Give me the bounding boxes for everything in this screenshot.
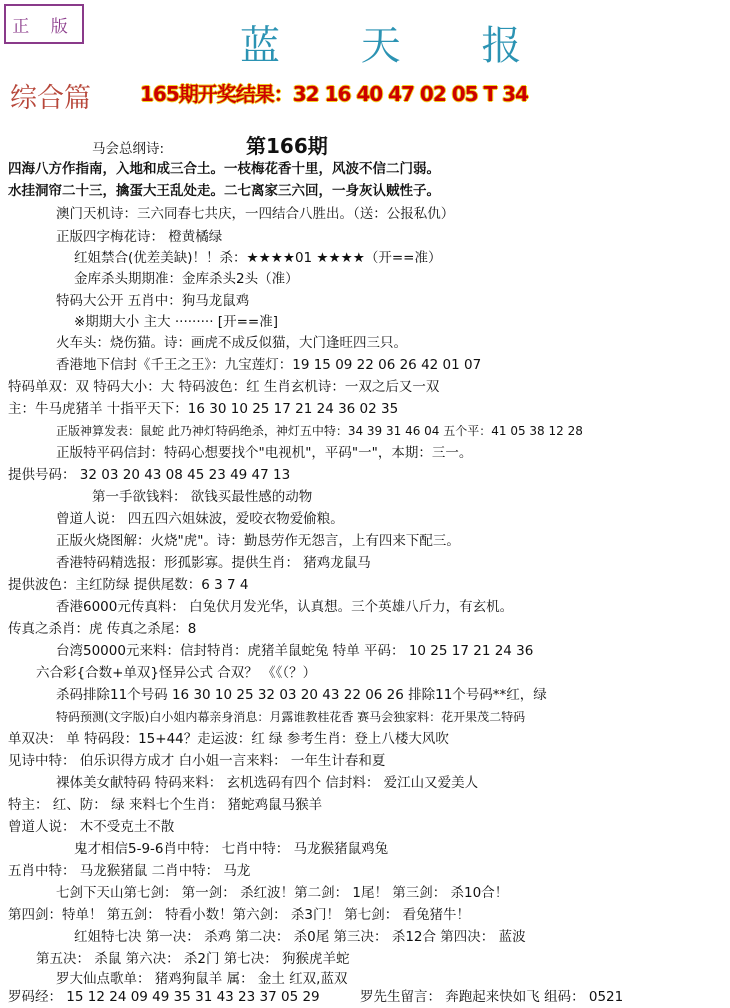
genuine-stamp: 正 版 (4, 4, 84, 44)
text-line: 香港6000元传真料： 白兔伏月发光华，认真想。三个英雄八斤力，有玄机。 (56, 599, 514, 615)
text-line: 金库杀头期期准：金库杀头2头（准） (74, 271, 299, 287)
text-line: 马会总纲诗: (92, 141, 165, 157)
text-line: 澳门天机诗：三六同春七共庆，一四结合八胜出。（送：公报私仇） (56, 206, 455, 222)
text-line: 传真之杀肖：虎 传真之杀尾：8 (8, 621, 197, 637)
text-line: 特码大公开 五肖中：狗马龙鼠鸡 (56, 293, 250, 309)
text-line: 正版火烧图解：火烧"虎"。诗：勤恳劳作无怨言，上有四来下配三。 (56, 533, 460, 549)
text-line: 单双决： 单 特码段：15+44？走运波：红 绿 参考生肖：登上八楼大风吹 (8, 731, 449, 747)
text-line: 罗先生留言： 奔跑起来快如飞 组码： 0521 (360, 989, 624, 1005)
text-line: 特码预测(文字版)白小姐内幕亲身消息：月露谁教桂花香 赛马会独家料：花开果茂二特码 (56, 710, 526, 724)
text-line: 第四剑：特单！ 第五剑： 特看小数！第六剑： 杀3门！ 第七剑： 看兔猪牛！ (8, 907, 471, 923)
newspaper-masthead: 蓝 天 报 (240, 23, 556, 69)
text-line: 提供波色：主红防绿 提供尾数：6 3 7 4 (8, 577, 249, 593)
text-line: 香港地下信封《千王之王》：九宝莲灯：19 15 09 22 06 26 42 01 07 (56, 357, 482, 373)
text-line: 第五决： 杀鼠 第六决： 杀2门 第七决： 狗猴虎羊蛇 (36, 951, 350, 967)
text-line: 七剑下天山第七剑： 第一剑： 杀红波！第二剑： 1尾！ 第三剑： 杀10合！ (56, 885, 509, 901)
text-line: 鬼才相信5-9-6肖中特： 七肖中特： 马龙猴猪鼠鸡兔 (74, 841, 389, 857)
text-line: 曾道人说： 四五四六姐妹波，爱咬衣物爱偷粮。 (56, 511, 344, 527)
text-line: 第一手欲钱料： 欲钱买最性感的动物 (92, 489, 313, 505)
text-line: 火车头：烧伤猫。诗：画虎不成反似猫，大门逢旺四三只。 (56, 335, 407, 351)
text-line: 四海八方作指南，入地和成三合土。一枝梅花香十里，风波不信二门弱。 (8, 161, 440, 177)
text-line: 曾道人说： 木不受克土不散 (8, 819, 175, 835)
text-line: 红姐禁合(优差美缺)！！杀：★★★★01 ★★★★（开==准） (74, 250, 442, 266)
text-line: 见诗中特： 伯乐识得方成才 白小姐一言来料： 一年生计春和夏 (8, 753, 386, 769)
text-line: 罗码经： 15 12 24 09 49 35 31 43 23 37 05 29 (8, 989, 320, 1005)
text-line: 提供号码： 32 03 20 43 08 45 23 49 47 13 (8, 467, 291, 483)
text-line: 正版特平码信封：特码心想要找个"电视机"，平码"一"，本期：三一。 (56, 445, 473, 461)
draw-result-title: 165期开奖结果：32 16 40 47 02 05 T 34 (140, 82, 528, 106)
text-line: 特码单双：双 特码大小：大 特码波色：红 生肖玄机诗：一双之后又一双 (8, 379, 440, 395)
text-line: 水挂洞帘二十三，擒蛋大王乱处走。二七离家三六回，一身灰认贼性子。 (8, 183, 440, 199)
text-line: 主：牛马虎猪羊 十指平天下：16 30 10 25 17 21 24 36 02 35 (8, 401, 399, 417)
text-line: 裸体美女献特码 特码来料： 玄机选码有四个 信封料： 爱江山又爱美人 (56, 775, 479, 791)
text-line: 正版四字梅花诗： 橙黄橘绿 (56, 229, 223, 245)
text-line: 台湾50000元来料：信封特肖：虎猪羊鼠蛇兔 特单 平码： 10 25 17 21 24 36 (56, 643, 534, 659)
text-line: 香港特码精选报：形孤影寡。提供生肖： 猪鸡龙鼠马 (56, 555, 371, 571)
text-line: 杀码排除11个号码 16 30 10 25 32 03 20 43 22 06 26 排除11个号码**红，绿 (56, 687, 547, 703)
text-line: ※期期大小 主大 ········· [开==准] (74, 314, 278, 330)
text-line: 罗大仙点歌单： 猪鸡狗鼠羊 属： 金土 红双,蓝双 (56, 971, 348, 987)
text-line: 正版神算发表：鼠蛇 此乃神灯特码绝杀，神灯五中特：34 39 31 46 04 五个平：41 05 38 12 28 (56, 424, 583, 438)
section-tag: 综合篇 (10, 83, 91, 114)
text-line: 特主： 红、防： 绿 来料七个生肖： 猪蛇鸡鼠马猴羊 (8, 797, 323, 813)
issue-number: 第166期 (246, 134, 328, 158)
text-line: 六合彩{合数+单双}怪异公式 合双？ 《《（？） (36, 665, 317, 681)
text-line: 五肖中特： 马龙猴猪鼠 二肖中特： 马龙 (8, 863, 251, 879)
text-line: 红姐特七决 第一决： 杀鸡 第二决： 杀0尾 第三决： 杀12合 第四决： 蓝波 (74, 929, 526, 945)
